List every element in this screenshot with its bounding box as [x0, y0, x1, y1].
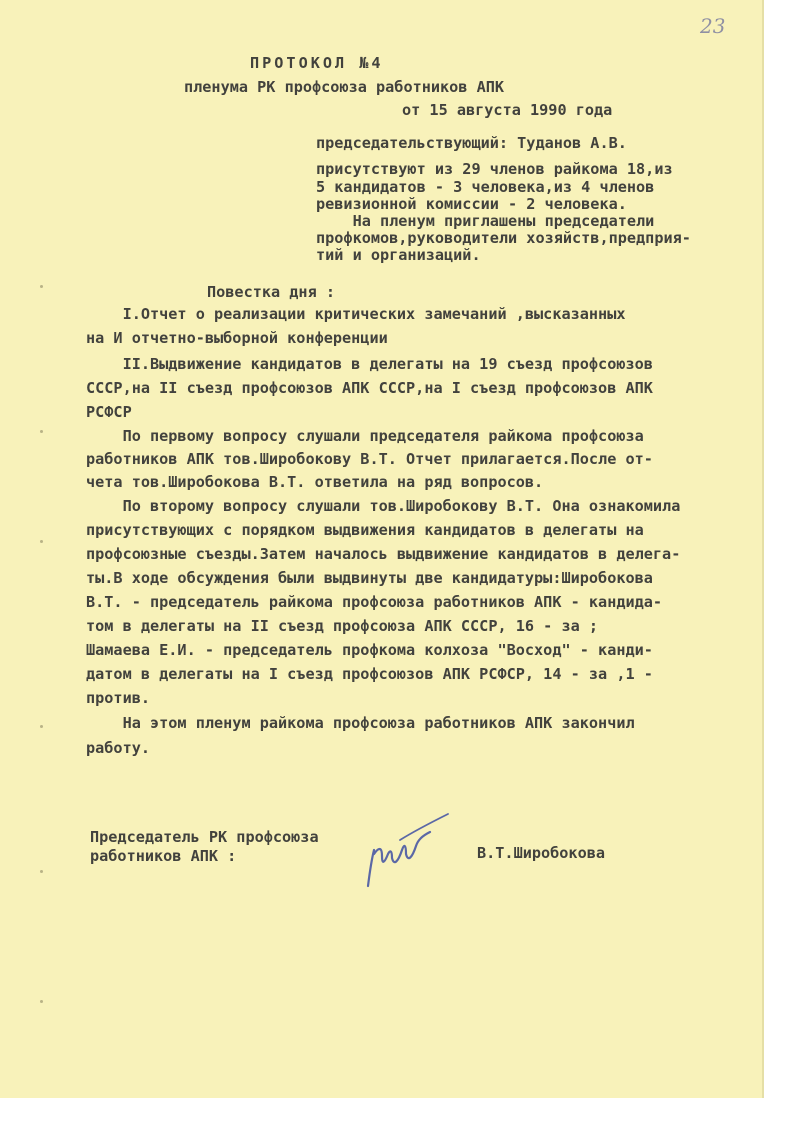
- page-number: 23: [700, 14, 726, 38]
- body-line: профсоюзные съезды.Затем началось выдвижение кандидатов в делега-: [86, 545, 681, 563]
- punch-hole-mark: [40, 725, 43, 728]
- signatory-name: В.Т.Широбокова: [477, 844, 606, 862]
- document-date: от 15 августа 1990 года: [402, 101, 613, 119]
- attendance-line: ревизионной комиссии - 2 человека.: [316, 195, 627, 213]
- punch-hole-mark: [40, 870, 43, 873]
- attendance-line: присутствуют из 29 членов райкома 18,из: [316, 160, 673, 178]
- body-line: Шамаева Е.И. - председатель профкома колхоза "Восход" - канди-: [86, 641, 653, 659]
- body-line: На этом пленум райкома профсоюза работников АПК закончил: [86, 714, 635, 732]
- agenda-item: СССР,на II съезд профсоюзов АПК СССР,на I съезд профсоюзов АПК: [86, 379, 653, 397]
- agenda-item: II.Выдвижение кандидатов в делегаты на 19 съезд профсоюзов: [86, 355, 653, 373]
- document-subtitle: пленума РК профсоюза работников АПК: [184, 78, 505, 96]
- signatory-title: Председатель РК профсоюза: [90, 828, 319, 846]
- document-title: ПРОТОКОЛ №4: [250, 54, 384, 72]
- body-line: датом в делегаты на I съезд профсоюзов АПК РСФСР, 14 - за ,1 -: [86, 665, 653, 683]
- agenda-item: I.Отчет о реализации критических замечаний ,высказанных: [86, 305, 626, 323]
- body-line: По первому вопросу слушали председателя райкома профсоюза: [86, 427, 644, 445]
- agenda-item: на И отчетно-выборной конференции: [86, 329, 388, 347]
- body-line: против.: [86, 689, 151, 707]
- agenda-item: РСФСР: [86, 403, 132, 421]
- body-line: работников АПК тов.Широбокову В.Т. Отчет прилагается.После от-: [86, 450, 653, 468]
- handwritten-signature: [360, 810, 455, 890]
- signatory-title: работников АПК :: [90, 847, 237, 865]
- punch-hole-mark: [40, 540, 43, 543]
- attendance-line: На пленум приглашены председатели: [316, 212, 655, 230]
- body-line: чета тов.Широбокова В.Т. ответила на ряд вопросов.: [86, 473, 544, 491]
- punch-hole-mark: [40, 430, 43, 433]
- punch-hole-mark: [40, 285, 43, 288]
- attendance-line: тий и организаций.: [316, 246, 481, 264]
- body-line: присутствующих с порядком выдвижения кандидатов в делегаты на: [86, 521, 644, 539]
- body-line: По второму вопросу слушали тов.Широбокову В.Т. Она ознакомила: [86, 497, 681, 515]
- scan-margin: [0, 1098, 800, 1130]
- body-line: работу.: [86, 739, 151, 757]
- punch-hole-mark: [40, 1000, 43, 1003]
- chair-line: председательствующий: Туданов А.В.: [316, 134, 627, 152]
- body-line: ты.В ходе обсуждения были выдвинуты две кандидатуры:Широбокова: [86, 569, 653, 587]
- body-line: В.Т. - председатель райкома профсоюза работников АПК - кандида-: [86, 593, 663, 611]
- attendance-line: профкомов,руководители хозяйств,предприя-: [316, 229, 691, 247]
- body-line: том в делегаты на II съезд профсоюза АПК СССР, 16 - за ;: [86, 617, 599, 635]
- attendance-line: 5 кандидатов - 3 человека,из 4 членов: [316, 178, 655, 196]
- agenda-heading: Повестка дня :: [207, 283, 336, 301]
